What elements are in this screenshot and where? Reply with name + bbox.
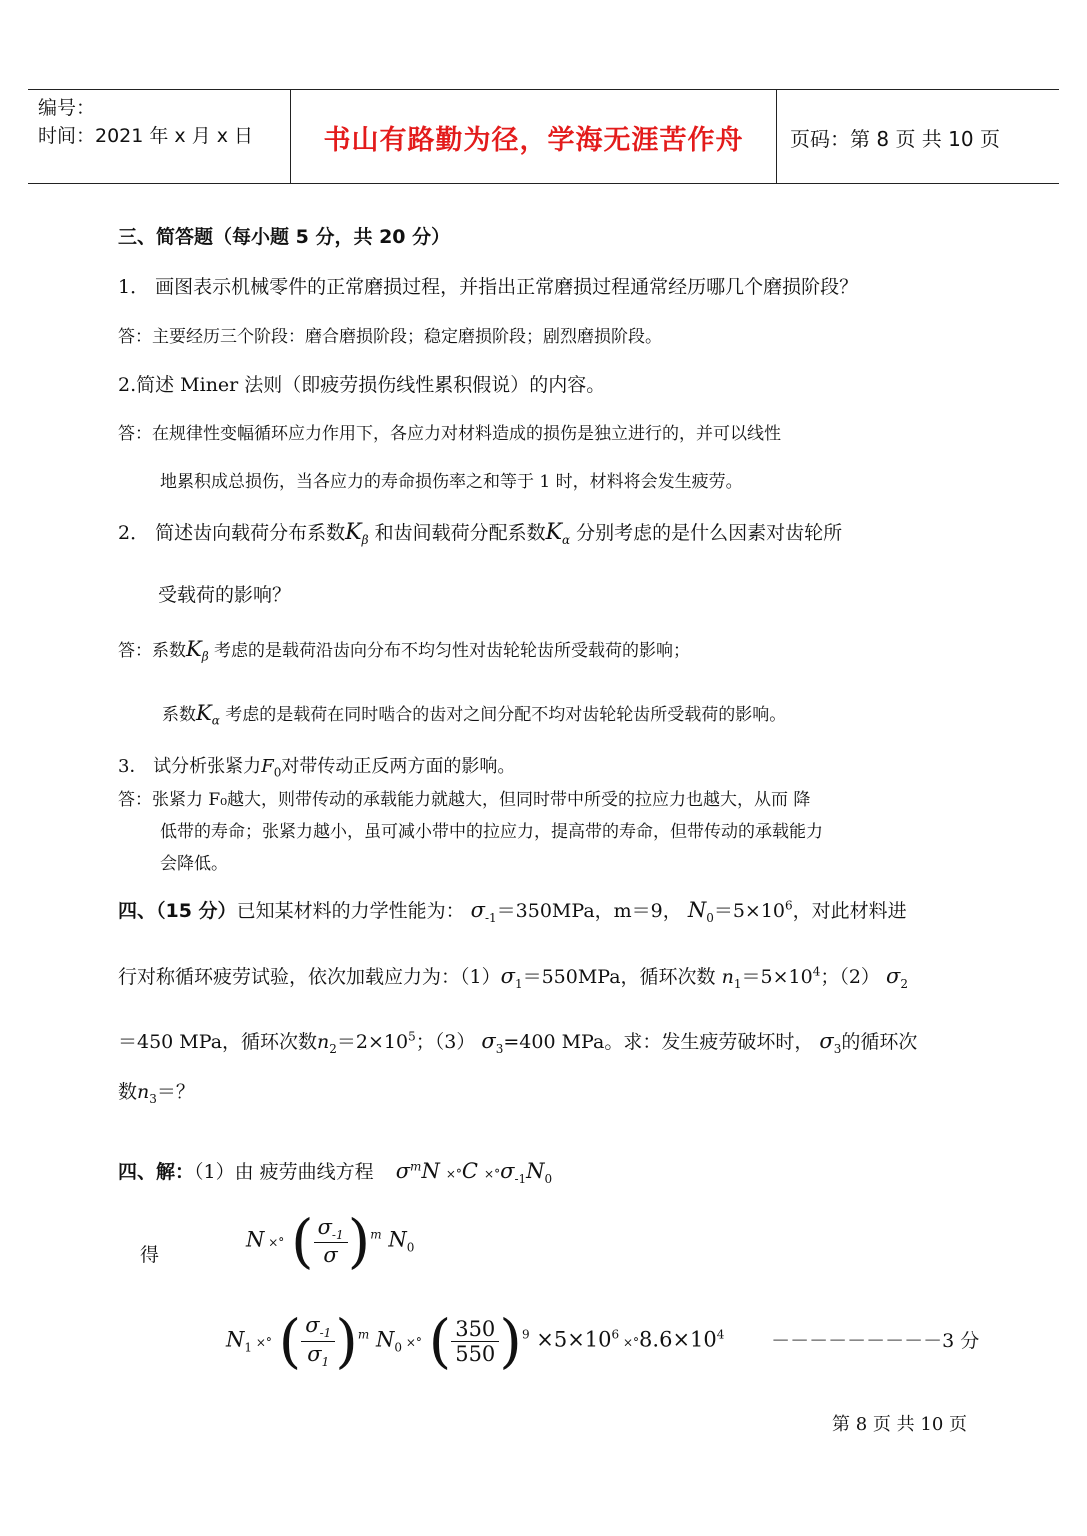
page-header (28, 89, 1059, 184)
problem-4-line2: 行对称循环疲劳试验，依次加载应力为：$(1)\sigma_1=550MPa$，循环次数 $n_1=5\times 10^4$；（2） $\sigma_2$ (118, 964, 908, 991)
answer-4-line1: 答：张紧力 F₀越大，则带传动的承载能力就越大，但同时带中所受的拉应力也越大，从而 降 (118, 790, 811, 810)
page-number-label: 页码：第 8 页 共 10 页 (790, 127, 1000, 151)
equation-n: N ×° ( $\frac{\sigma_{-1}}{\sigma}$ )$^m$ $N_0$ (246, 1207, 415, 1275)
question-1: 1． 画图表示机械零件的正常磨损过程，并指出正常磨损过程通常经历哪几个磨损阶段？ (118, 276, 859, 298)
question-4: 3． 试分析张紧力$F_0$对带传动正反两方面的影响。 (118, 756, 516, 780)
header-divider (776, 90, 777, 183)
problem-4-line4: 数$n_3=$？ (118, 1081, 195, 1106)
time-label: 时间：2021 年 x 月 x 日 (38, 125, 254, 147)
question-3-line1: 2． 简述齿向载荷分布系数$K_\beta$ 和齿间载荷分配系数$K_\alpha$ 分别考虑的是什么因素对齿轮所 (118, 520, 843, 547)
answer-2-line2: 地累积成总损伤，当各应力的寿命损伤率之和等于 1 时，材料将会发生疲劳。 (160, 472, 743, 492)
answer-4-line2: 低带的寿命；张紧力越小，虽可减小带中的拉应力，提高带的寿命，但带传动的承载能力 (160, 822, 823, 842)
page-footer: 第 8 页 共 10 页 (832, 1414, 967, 1435)
answer-3-line1: 答：系数$K_\beta$ 考虑的是载荷沿齿向分布不均匀性对齿轮轮齿所受载荷的影响； (118, 637, 691, 664)
answer-4-line3: 会降低。 (160, 854, 228, 874)
problem-4-line1: 四、（15 分）已知某材料的力学性能为： $\sigma_{-1}=350MPa$，m＝9， $N_0=5\times 10^6$，对此材料进 (118, 898, 907, 925)
answer-3-line2: 系数$K_\alpha$ 考虑的是载荷在同时啮合的齿对之间分配不均对齿轮轮齿所受载荷的影响。 (162, 701, 787, 728)
number-label: 编号： (38, 97, 96, 119)
problem-4-line3: ＝450 MPa，循环次数$n_2=2\times 10^5$；（3） $\sigma_3=400$ MPa。求：发生疲劳破坏时， $\sigma_3$的循环次 (118, 1029, 918, 1056)
section3-title: 三、简答题（每小题 5 分，共 20 分） (118, 226, 451, 248)
question-3-line2: 受载荷的影响？ (158, 584, 292, 606)
question-2: 2.简述 Miner 法则（即疲劳损伤线性累积假说）的内容。 (118, 374, 606, 396)
solution-de: 得 (140, 1244, 160, 1266)
header-motto: 书山有路勤为径，学海无涯苦作舟 (323, 125, 744, 156)
answer-2-line1: 答：在规律性变幅循环应力作用下，各应力对材料造成的损伤是独立进行的，并可以线性 (118, 424, 781, 444)
answer-1: 答：主要经历三个阶段：磨合磨损阶段；稳定磨损阶段；剧烈磨损阶段。 (118, 327, 662, 347)
solution-line1: 四、解：（1）由 疲劳曲线方程 $\sigma^mN \times^\circ C \times^\circ\sigma_{-1}N_0$ (118, 1159, 553, 1186)
header-meta (38, 94, 253, 150)
equation-n1: $N_1$ ×° ( $\frac{\sigma_{-1}}{\sigma_1}$ )$^m$ $N_0$ ×° ( $\frac{350}{550}$ )$^9 \times 5\times 10^6 \times^\circ 8.6\times 10^4 ---------3$ 分 (226, 1307, 980, 1375)
